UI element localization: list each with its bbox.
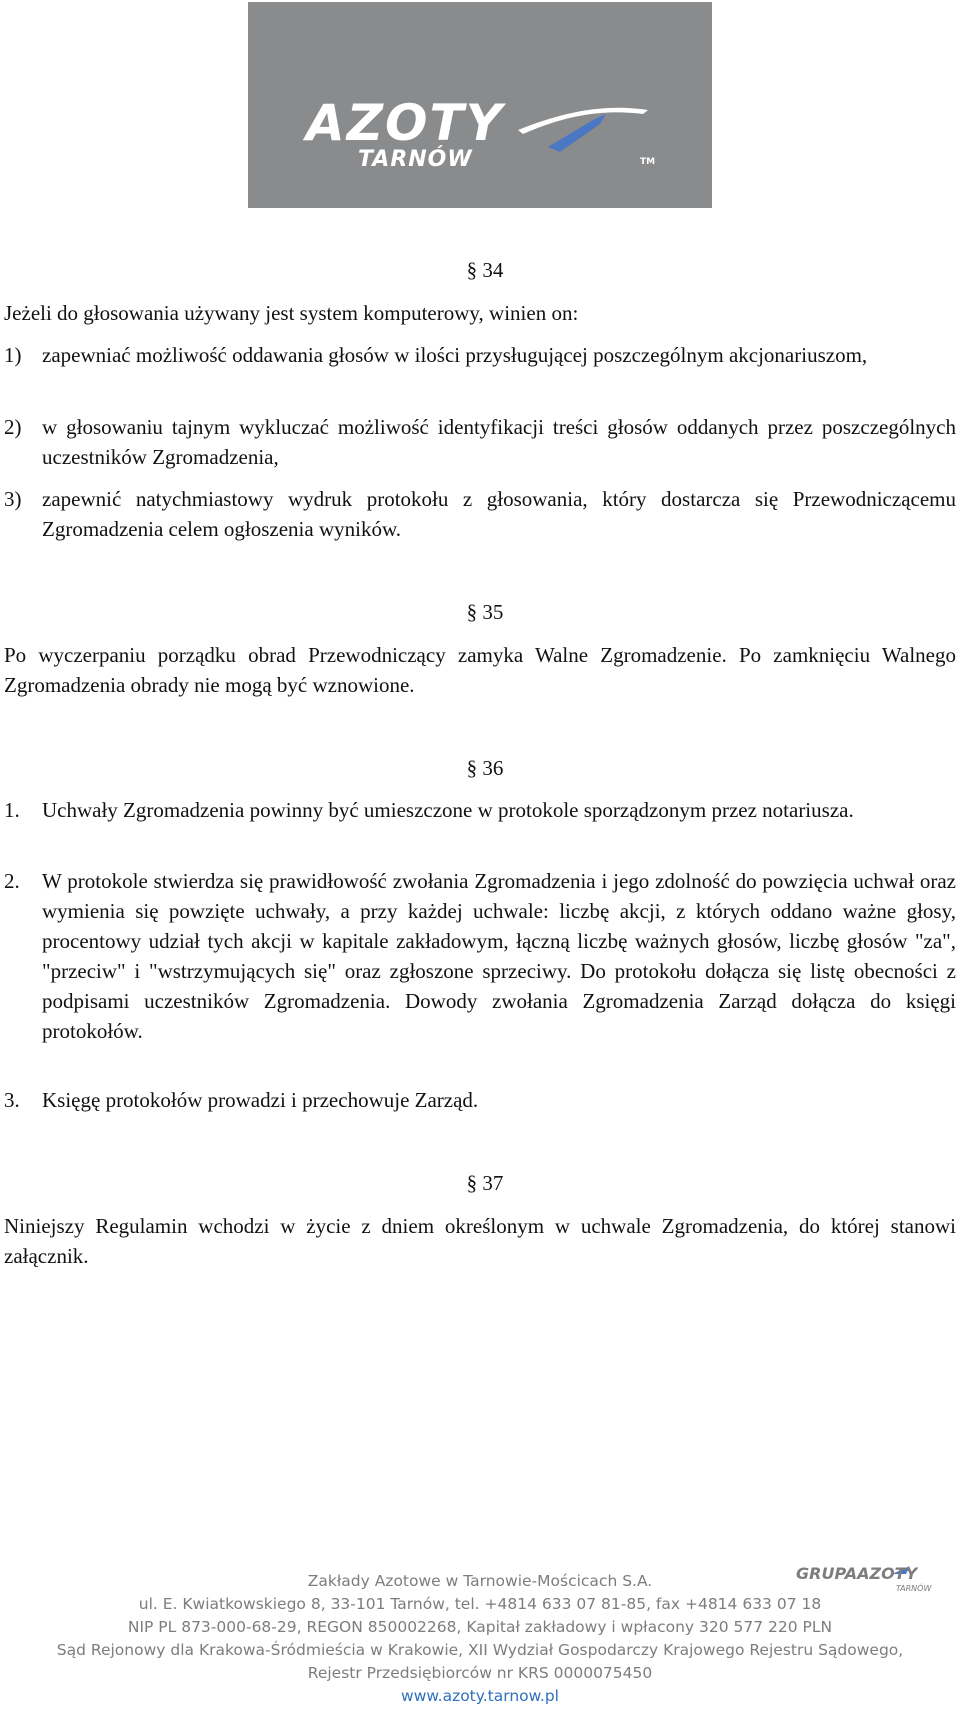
grupa-logo-subtext: TARNÓW: [896, 1584, 932, 1593]
footer-address-line: ul. E. Kwiatkowskiego 8, 33-101 Tarnów, tel. +4814 633 07 81-85, fax +4814 633 07 18: [138, 1595, 822, 1613]
grupa-logo-text: GRUPAAZOTY: [796, 1564, 918, 1583]
section-37-text: Niniejszy Regulamin wchodzi w życie z dniem określonym w uchwale Zgromadzenia, do której stanowi załącznik.: [4, 1214, 956, 1268]
logo-tm: TM: [640, 157, 656, 167]
logo-subtext: TARNÓW: [358, 147, 473, 172]
azoty-logo-graphic: [248, 2, 712, 208]
list-item-number: 2.: [4, 869, 20, 893]
list-item: [4, 340, 956, 370]
list-item-number: 3.: [4, 1088, 20, 1112]
list-item-number: 2): [4, 415, 22, 439]
list-item: [4, 484, 956, 544]
list-item-text: zapewniać możliwość oddawania głosów w ilości przysługującej poszczególnym akcjonariuszom,: [42, 343, 868, 367]
footer-address: [0, 1570, 960, 1708]
section-mark-35: § 35: [466, 600, 504, 624]
list-item-text: Księgę protokołów prowadzi i przechowuje Zarząd.: [42, 1088, 479, 1112]
footer-krs: Rejestr Przedsiębiorców nr KRS 0000075450: [307, 1664, 653, 1682]
company-logo: [248, 2, 712, 208]
section-34-intro: Jeżeli do głosowania używany jest system komputerowy, winien on:: [4, 301, 579, 325]
list-item: [4, 866, 956, 1046]
section-mark-34: § 34: [466, 258, 504, 282]
section-35-text: Po wyczerpaniu porządku obrad Przewodniczący zamyka Walne Zgromadzenie. Po zamknięciu Walnego Zgromadzenia obrady nie mogą być wznowione.: [4, 643, 956, 697]
footer-tax-info: NIP PL 873-000-68-29, REGON 850002268, Kapitał zakładowy i wpłacony 320 577 220 PLN: [127, 1618, 833, 1636]
list-item-text: w głosowaniu tajnym wykluczać możliwość identyfikacji treści głosów oddanych przez poszczególnych uczestników Zgromadzenia,: [42, 415, 956, 469]
list-item: [4, 1085, 956, 1115]
footer-company-name: Zakłady Azotowe w Tarnowie-Mościcach S.A.: [307, 1572, 653, 1590]
logo-text: AZOTY: [306, 94, 504, 152]
list-item-number: 1.: [4, 798, 20, 822]
list-item-text: Uchwały Zgromadzenia powinny być umieszczone w protokole sporządzonym przez notariusza.: [42, 798, 854, 822]
footer-court-info: Sąd Rejonowy dla Krakowa-Śródmieścia w Krakowie, XII Wydział Gospodarczy Krajowego Rejestru Sądowego,: [56, 1641, 904, 1659]
list-item-text: W protokole stwierdza się prawidłowość zwołania Zgromadzenia i jego zdolność do powzięcia uchwał oraz wymienia się powzięte uchwały, a przy każdej uchwale: liczbę akcji, z których oddano ważne głosy, procentowy udział tych akcji w kapitale zakładowym, łączną liczbę ważnych głosów, liczbę głosów "za", "przeciw" i "wstrzymujących się" oraz zgłoszone sprzeciwy. Do protokołu dołącza się listę obecności z podpisami uczestników Zgromadzenia. Dowody zwołania Zgromadzenia Zarząd dołącza do księgi protokołów.: [42, 869, 956, 1043]
list-item: [4, 795, 956, 825]
list-item-number: 3): [4, 487, 22, 511]
footer-website-link[interactable]: www.azoty.tarnow.pl: [401, 1687, 559, 1705]
section-mark-37: § 37: [466, 1171, 504, 1195]
list-item-number: 1): [4, 343, 22, 367]
list-item-text: zapewnić natychmiastowy wydruk protokołu z głosowania, który dostarcza się Przewodniczącemu Zgromadzenia celem ogłoszenia wyników.: [42, 487, 956, 541]
section-mark-36: § 36: [466, 756, 504, 780]
list-item: [4, 412, 956, 472]
